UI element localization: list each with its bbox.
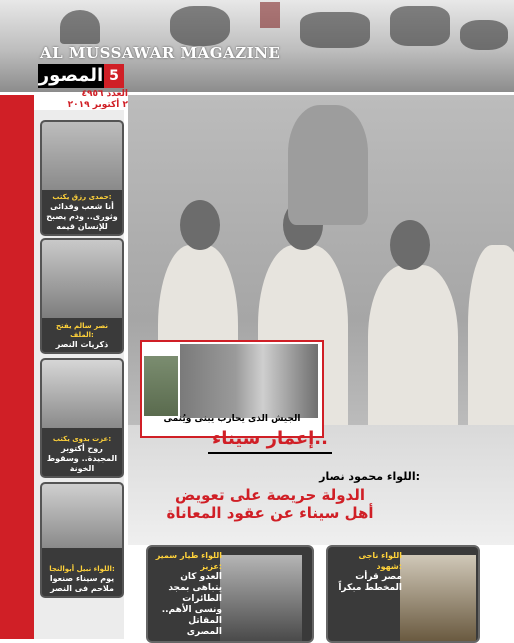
sidebar-title: روح أكتوبر المجيدة.. وسقوط الخونة xyxy=(46,444,118,473)
inset-tunnel-photo xyxy=(180,344,318,418)
soldier-silhouette xyxy=(460,20,508,50)
sidebar-author: حمدى رزق يكتب: xyxy=(52,193,112,201)
bottom-story-text xyxy=(332,550,402,594)
sidebar-card[interactable] xyxy=(40,120,124,236)
inset-caption: الجيش الذى يحارب يبنى ويُنمى xyxy=(163,414,301,424)
author-photo xyxy=(400,555,476,641)
officer-head xyxy=(390,220,430,270)
sidebar-card[interactable] xyxy=(40,358,124,478)
logo: المصور xyxy=(38,65,104,86)
artillery-silhouette xyxy=(390,6,450,46)
sidebar-card[interactable] xyxy=(40,482,124,598)
sidebar-card-text xyxy=(44,322,120,350)
officer-figure xyxy=(288,105,368,225)
issue-number: العدد ٤٩٥٦ xyxy=(81,89,128,99)
sidebar-card-text xyxy=(44,193,120,232)
inset-image[interactable] xyxy=(140,340,324,438)
soldiers-silhouette xyxy=(300,12,370,48)
bottom-title: العدو كان يتباهى بمجد الطائرات ونسى الأهم.. المقاتل المصرى xyxy=(161,572,222,637)
bottom-author: اللواء ناجى شهود: xyxy=(358,551,402,571)
sidebar-title: يوم سيناء صنعوا ملاحم فى النصر xyxy=(49,574,115,593)
section-number: 5 xyxy=(104,64,124,88)
issue-info xyxy=(38,89,128,111)
bottom-title: مصر قرأت المخطط مبكراً xyxy=(338,572,402,593)
author-photo xyxy=(220,555,302,641)
author-photo xyxy=(42,122,122,190)
soldier-silhouette xyxy=(60,10,100,44)
author-photo xyxy=(42,240,122,318)
sidebar-author: نصر سالم يفتح الملف: xyxy=(56,322,108,339)
sidebar-title: ذكريات النصر xyxy=(55,340,109,349)
headline-kicker[interactable]: إعمار سيناء.. xyxy=(212,428,328,449)
main-headline-line-1[interactable]: الدولة حريصة على تعويض xyxy=(175,486,365,504)
sidebar-author: عزت بدوى يكتب: xyxy=(52,435,112,443)
flag-graphic xyxy=(260,2,280,28)
issue-date: ٢ أكتوبر ٢٠١٩ xyxy=(67,100,128,110)
sidebar-author: اللواء نبيل أبوالنجا: xyxy=(49,565,115,573)
bottom-story-right[interactable] xyxy=(326,545,480,643)
sidebar-red-bar xyxy=(0,95,34,639)
inset-greenhouse-photo xyxy=(144,356,178,416)
bottom-story-text xyxy=(152,550,222,638)
officer-head xyxy=(180,200,220,250)
author-photo xyxy=(42,484,122,548)
sidebar-card[interactable] xyxy=(40,238,124,354)
magazine-name: AL MUSSAWAR MAGAZINE xyxy=(40,44,281,62)
sidebar-card-text xyxy=(44,435,120,474)
main-headline-line-2[interactable]: أهل سيناء عن عقود المعاناة xyxy=(166,504,374,522)
officer-figure xyxy=(368,265,458,445)
officer-figure xyxy=(468,245,514,445)
soldier-silhouette xyxy=(170,6,230,46)
author-photo xyxy=(42,360,122,428)
bottom-author: اللواء طيار سمير عزيز: xyxy=(155,551,222,571)
sidebar-card-text xyxy=(44,565,120,594)
sidebar-title: أنا شعب وفدائى وثورى.. ودم يصبح للإنسان قيمه xyxy=(46,202,118,231)
bottom-story-left[interactable] xyxy=(146,545,314,643)
headline-byline: اللواء محمود نصار: xyxy=(319,470,420,483)
divider xyxy=(208,452,332,454)
